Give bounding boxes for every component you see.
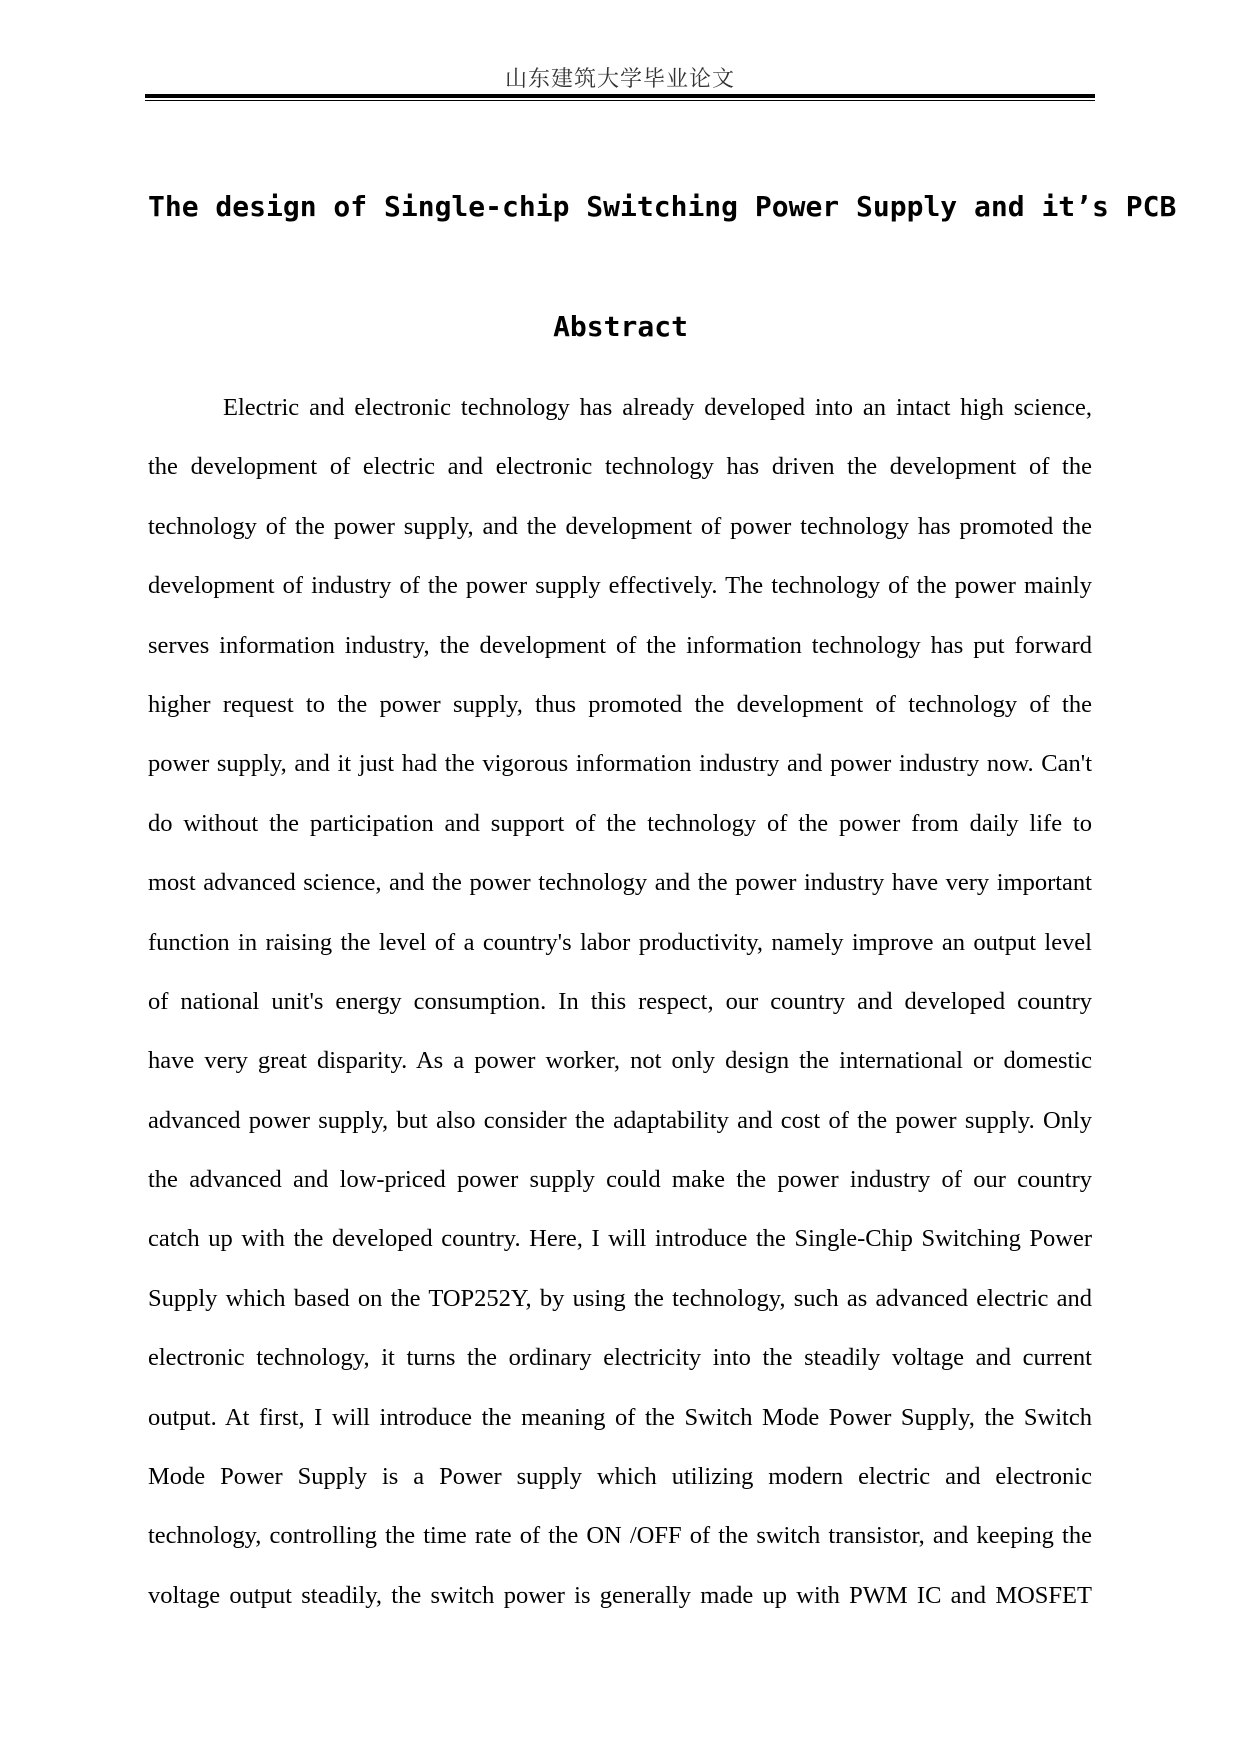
abstract-line: voltage output steadily, the switch power is generally made up with PWM IC and MOSFET (148, 1581, 1092, 1609)
abstract-line: serves information industry, the development of the information technology has put forward (148, 631, 1092, 659)
abstract-line: higher request to the power supply, thus promoted the development of technology of the (148, 690, 1092, 718)
abstract-line: Supply which based on the TOP252Y, by using the technology, such as advanced electric and (148, 1284, 1092, 1312)
abstract-line: power supply, and it just had the vigorous information industry and power industry now. Can't (148, 750, 1092, 778)
abstract-line: Electric and electronic technology has already developed into an intact high science, (223, 394, 1092, 421)
abstract-line: have very great disparity. As a power worker, not only design the international or domestic (148, 1047, 1092, 1075)
abstract-line: technology, controlling the time rate of the ON /OFF of the switch transistor, and keeping the (148, 1522, 1092, 1550)
abstract-line: development of industry of the power supply effectively. The technology of the power mainly (148, 572, 1092, 600)
abstract-line: do without the participation and support of the technology of the power from daily life to (148, 809, 1092, 837)
abstract-line: technology of the power supply, and the development of power technology has promoted the (148, 512, 1092, 540)
abstract-line: most advanced science, and the power technology and the power industry have very important (148, 869, 1092, 897)
header-rule-thin (145, 100, 1095, 101)
abstract-line: Mode Power Supply is a Power supply which utilizing modern electric and electronic (148, 1463, 1092, 1491)
abstract-line: electronic technology, it turns the ordinary electricity into the steadily voltage and current (148, 1344, 1092, 1372)
abstract-body (148, 378, 1092, 1625)
abstract-heading: Abstract (553, 310, 688, 343)
abstract-line: output. At first, I will introduce the meaning of the Switch Mode Power Supply, the Switch (148, 1403, 1092, 1431)
abstract-line: the advanced and low-priced power supply could make the power industry of our country (148, 1166, 1092, 1194)
abstract-line: advanced power supply, but also consider the adaptability and cost of the power supply. Only (148, 1106, 1092, 1134)
header-rule-thick (145, 94, 1095, 98)
abstract-line: the development of electric and electronic technology has driven the development of the (148, 453, 1092, 481)
running-header: 山东建筑大学毕业论文 (504, 67, 735, 92)
paper-title: The design of Single-chip Switching Power Supply and it’s PCB (148, 190, 1177, 223)
abstract-line: of national unit's energy consumption. In this respect, our country and developed country (148, 987, 1092, 1015)
abstract-line: catch up with the developed country. Here, I will introduce the Single-Chip Switching Power (148, 1225, 1092, 1253)
abstract-line: function in raising the level of a country's labor productivity, namely improve an output level (148, 928, 1092, 956)
